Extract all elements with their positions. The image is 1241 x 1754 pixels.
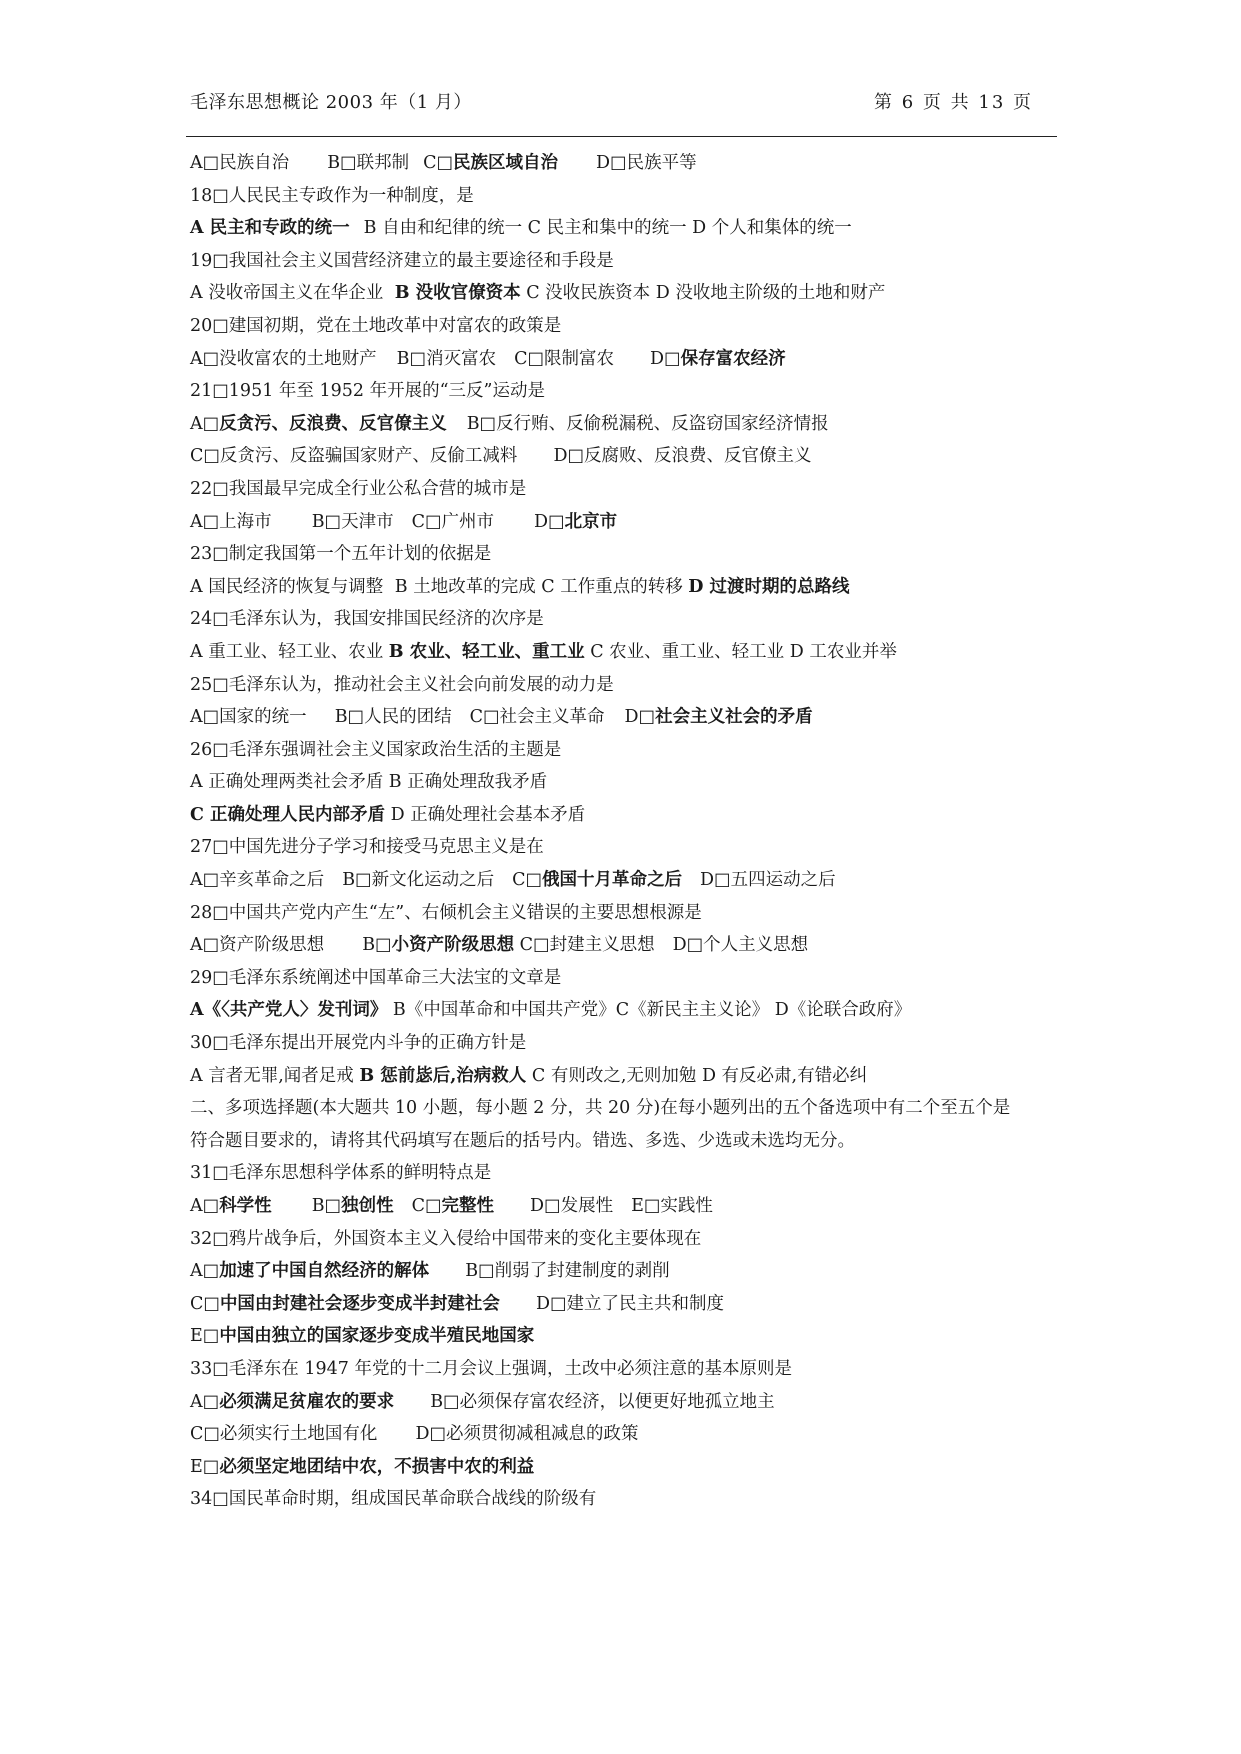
text-line <box>190 473 1070 506</box>
text-line <box>190 603 1070 636</box>
text-segment: C□必须实行土地国有化 <box>190 1424 378 1445</box>
text-line <box>190 538 1070 571</box>
text-line <box>190 180 1070 213</box>
page-number: 第 6 页 共 13 页 <box>874 92 1033 113</box>
text-line <box>190 310 1070 343</box>
text-segment: D□建立了民主共和制度 <box>535 1293 725 1314</box>
text-line <box>190 343 1070 376</box>
answer-text: 必须坚定地团结中农，不损害中农的利益 <box>219 1456 535 1477</box>
header-divider <box>186 136 1057 137</box>
text-segment: B□削弱了封建制度的剥削 <box>465 1261 670 1282</box>
answer-text: 保存富农经济 <box>680 348 786 369</box>
text-segment: 33□毛泽东在 1947 年党的十二月会议上强调，土改中必须注意的基本原则是 <box>190 1358 792 1379</box>
text-segment: A 正确处理两类社会矛盾 B 正确处理敌我矛盾 <box>190 772 548 793</box>
text-line <box>190 1092 1070 1125</box>
text-segment: A□ <box>190 413 220 434</box>
text-segment: B□ <box>311 1196 342 1216</box>
text-line <box>190 864 1070 897</box>
text-segment: D□必须贯彻减租减息的政策 <box>415 1424 639 1445</box>
text-segment: E□ <box>190 1456 220 1477</box>
text-segment: 21□1951 年至 1952 年开展的“三反”运动是 <box>190 381 545 402</box>
text-line <box>190 1386 1070 1419</box>
text-segment: C□限制富农 <box>514 348 615 369</box>
text-line <box>190 1190 1070 1223</box>
text-segment: A□国家的统一 <box>190 707 307 728</box>
text-segment: D□ <box>650 348 681 369</box>
text-segment: 30□毛泽东提出开展党内斗争的正确方针是 <box>190 1033 527 1054</box>
text-segment: D□ <box>534 511 565 532</box>
text-line <box>190 1353 1070 1386</box>
text-line <box>190 408 1070 441</box>
answer-text: 民族区域自治 <box>453 153 559 173</box>
text-segment: A□没收富农的土地财产 <box>190 348 377 369</box>
text-segment: D□五四运动之后 <box>700 870 836 891</box>
text-segment: 29□毛泽东系统阐述中国革命三大法宝的文章是 <box>190 967 562 988</box>
text-segment: D□民族平等 <box>596 153 697 173</box>
text-segment: 34□国民革命时期，组成国民革命联合战线的阶级有 <box>190 1489 597 1510</box>
text-line <box>190 147 1070 180</box>
answer-text: 独创性 <box>341 1196 394 1216</box>
answer-text: 北京市 <box>564 511 618 532</box>
text-line <box>190 994 1070 1027</box>
text-line <box>190 1288 1070 1321</box>
answer-text: C 正确处理人民内部矛盾 <box>190 804 386 825</box>
text-segment: A□ <box>190 1261 220 1282</box>
page-header <box>190 88 1033 126</box>
text-line <box>190 506 1070 539</box>
text-segment: A 言者无罪,闻者足戒 <box>190 1065 360 1086</box>
answer-text: 科学性 <box>219 1196 272 1216</box>
text-segment: 19□我国社会主义国营经济建立的最主要途径和手段是 <box>190 250 614 271</box>
text-segment: 24□毛泽东认为，我国安排国民经济的次序是 <box>190 609 544 630</box>
text-line <box>190 1125 1070 1158</box>
text-segment: B□消灭富农 <box>396 348 497 369</box>
text-segment: A□ <box>190 1391 220 1412</box>
text-segment: A□辛亥革命之后 <box>190 870 325 891</box>
text-segment: B《中国革命和中国共产党》C《新民主主义论》 D《论联合政府》 <box>387 1000 912 1021</box>
text-segment: C□ <box>190 1293 220 1314</box>
text-segment: B 自由和纪律的统一 C 民主和集中的统一 D 个人和集体的统一 <box>363 218 852 239</box>
text-segment: E□ <box>190 1326 220 1347</box>
answer-text: B 农业、轻工业、重工业 <box>388 641 585 662</box>
answer-text: D 过渡时期的总路线 <box>688 576 850 597</box>
text-segment: A□民族自治 <box>190 153 290 173</box>
text-segment: 18□人民民主专政作为一种制度，是 <box>190 185 474 206</box>
answer-text: B 惩前毖后,治病救人 <box>359 1065 527 1086</box>
text-line <box>190 1027 1070 1060</box>
text-line <box>190 799 1070 832</box>
text-segment: 25□毛泽东认为，推动社会主义社会向前发展的动力是 <box>190 674 614 695</box>
text-segment: C□封建主义思想 <box>514 935 655 956</box>
answer-text: 加速了中国自然经济的解体 <box>219 1261 430 1282</box>
text-segment: A 没收帝国主义在华企业 <box>190 283 389 304</box>
text-segment: A□上海市 <box>190 511 272 532</box>
text-line <box>190 669 1070 702</box>
text-line <box>190 734 1070 767</box>
text-line <box>190 897 1070 930</box>
text-line <box>190 929 1070 962</box>
text-segment: 符合题目要求的，请将其代码填写在题后的括号内。错选、多选、少选或未选均无分。 <box>190 1130 855 1151</box>
answer-text: 必须满足贫雇农的要求 <box>219 1391 395 1412</box>
text-segment: 27□中国先进分子学习和接受马克思主义是在 <box>190 837 544 858</box>
text-segment: 26□毛泽东强调社会主义国家政治生活的主题是 <box>190 739 562 760</box>
text-segment: B□反行贿、反偷税漏税、反盗窃国家经济情报 <box>466 413 829 434</box>
text-segment: 20□建国初期，党在土地改革中对富农的政策是 <box>190 315 562 336</box>
text-segment: B 土地改革的完成 C 工作重点的转移 <box>394 576 689 597</box>
text-segment: B□人民的团结 <box>334 707 452 728</box>
text-segment: D 正确处理社会基本矛盾 <box>385 804 586 825</box>
text-line <box>190 1223 1070 1256</box>
text-line <box>190 1255 1070 1288</box>
text-segment: D□ <box>624 707 656 728</box>
text-segment: B□天津市 <box>311 511 394 532</box>
text-segment: 二、多项选择题(本大题共 10 小题，每小题 2 分，共 20 分)在每小题列出的五个备选项中有二个至五个是 <box>190 1098 1011 1119</box>
answer-text: 完整性 <box>441 1196 495 1216</box>
text-segment: 22□我国最早完成全行业公私合营的城市是 <box>190 478 527 499</box>
text-line <box>190 1451 1070 1484</box>
text-segment: B□新文化运动之后 <box>342 870 495 891</box>
text-segment: C□ <box>411 1196 442 1216</box>
text-line <box>190 962 1070 995</box>
document-body <box>190 147 1070 1516</box>
text-line <box>190 1157 1070 1190</box>
text-segment: D□反腐败、反浪费、反官僚主义 <box>553 446 812 467</box>
text-line <box>190 1060 1070 1093</box>
text-segment: C□ <box>512 870 543 891</box>
text-segment: B□联邦制 <box>327 153 410 173</box>
answer-text: 中国由独立的国家逐步变成半殖民地国家 <box>219 1326 535 1347</box>
text-line <box>190 636 1070 669</box>
text-segment: B□ <box>362 935 392 956</box>
text-segment: 32□鸦片战争后，外国资本主义入侵给中国带来的变化主要体现在 <box>190 1228 702 1249</box>
text-segment: A 国民经济的恢复与调整 <box>190 576 389 597</box>
text-segment: C 没收民族资本 D 没收地主阶级的土地和财产 <box>520 283 886 304</box>
text-line <box>190 766 1070 799</box>
text-segment: B□必须保存富农经济，以便更好地孤立地主 <box>430 1391 775 1412</box>
text-segment: A□资产阶级思想 <box>190 935 325 956</box>
answer-text: 反贪污、反浪费、反官僚主义 <box>219 413 447 434</box>
text-segment: 28□中国共产党内产生“左”、右倾机会主义错误的主要思想根源是 <box>190 902 702 923</box>
text-line <box>190 277 1070 310</box>
text-segment: 31□毛泽东思想科学体系的鲜明特点是 <box>190 1163 492 1184</box>
text-line <box>190 245 1070 278</box>
answer-text: A 民主和专政的统一 <box>190 218 350 239</box>
text-segment: A 重工业、轻工业、农业 <box>190 641 389 662</box>
text-segment: D□发展性 <box>530 1196 614 1216</box>
text-line <box>190 571 1070 604</box>
text-line <box>190 831 1070 864</box>
text-line <box>190 1418 1070 1451</box>
answer-text: 小资产阶级思想 <box>391 935 515 956</box>
answer-text: A《〈共产党人〉发刊词》 <box>190 1000 388 1021</box>
text-segment: E□实践性 <box>631 1196 713 1216</box>
text-line <box>190 1320 1070 1353</box>
text-segment: C 农业、重工业、轻工业 D 工农业并举 <box>584 641 897 662</box>
text-line <box>190 375 1070 408</box>
text-segment: C□ <box>423 153 454 173</box>
answer-text: 社会主义社会的矛盾 <box>655 707 813 728</box>
text-line <box>190 212 1070 245</box>
text-segment: D□个人主义思想 <box>672 935 809 956</box>
text-line <box>190 1483 1070 1516</box>
text-line <box>190 440 1070 473</box>
document-title: 毛泽东思想概论 2003 年（1 月） <box>190 92 472 113</box>
text-segment: A□ <box>190 1196 220 1216</box>
text-segment: C 有则改之,无则加勉 D 有反必肃,有错必纠 <box>526 1065 868 1086</box>
answer-text: 俄国十月革命之后 <box>542 870 683 891</box>
text-segment: C□广州市 <box>411 511 495 532</box>
text-line <box>190 701 1070 734</box>
answer-text: 中国由封建社会逐步变成半封建社会 <box>219 1293 500 1314</box>
answer-text: B 没收官僚资本 <box>394 283 521 304</box>
text-segment: C□反贪污、反盗骗国家财产、反偷工减料 <box>190 446 518 467</box>
text-segment: 23□制定我国第一个五年计划的依据是 <box>190 544 492 565</box>
text-segment: C□社会主义革命 <box>469 707 605 728</box>
